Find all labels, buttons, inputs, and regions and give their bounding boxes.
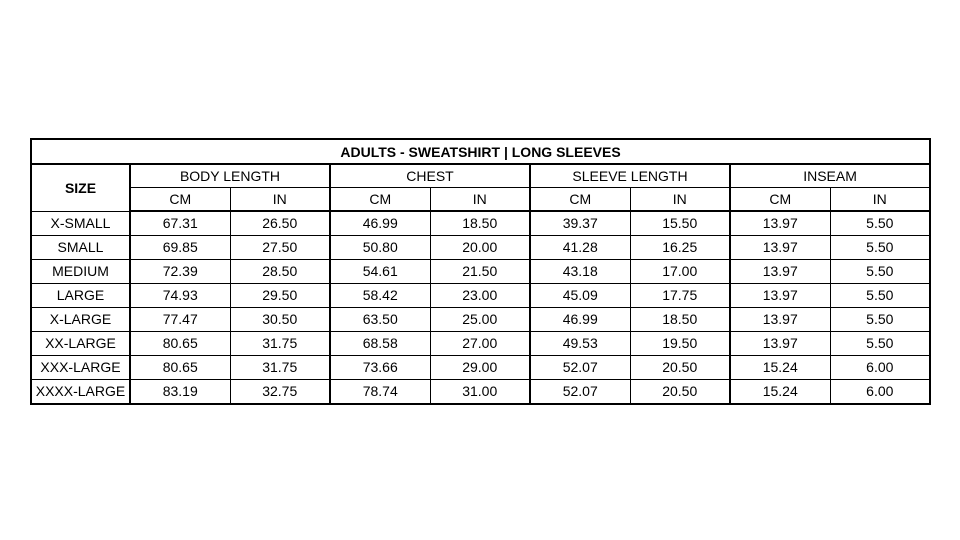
- table-row: [31, 236, 930, 260]
- table-cell: 29.50: [230, 284, 330, 308]
- table-cell: 45.09: [530, 284, 630, 308]
- table-cell: 68.58: [330, 332, 430, 356]
- table-cell: 77.47: [130, 308, 230, 332]
- table-cell: 13.97: [730, 308, 830, 332]
- table-cell: 26.50: [230, 211, 330, 236]
- table-cell: 67.31: [130, 211, 230, 236]
- table-cell: 32.75: [230, 380, 330, 405]
- table-cell: 15.24: [730, 356, 830, 380]
- table-cell: 23.00: [430, 284, 530, 308]
- table-cell: 5.50: [830, 260, 930, 284]
- unit-header: CM: [730, 188, 830, 212]
- table-cell: 15.50: [630, 211, 730, 236]
- table-cell: 63.50: [330, 308, 430, 332]
- table-cell: 13.97: [730, 260, 830, 284]
- table-cell: 80.65: [130, 332, 230, 356]
- table-cell: 50.80: [330, 236, 430, 260]
- table-cell: 5.50: [830, 236, 930, 260]
- table-cell: 46.99: [330, 211, 430, 236]
- table-cell: 46.99: [530, 308, 630, 332]
- unit-header-row: [31, 188, 930, 212]
- size-cell: XXX-LARGE: [31, 356, 130, 380]
- table-cell: 5.50: [830, 211, 930, 236]
- table-cell: 6.00: [830, 380, 930, 405]
- group-header-inseam: INSEAM: [730, 164, 930, 188]
- table-cell: 25.00: [430, 308, 530, 332]
- table-cell: 52.07: [530, 356, 630, 380]
- size-cell: X-SMALL: [31, 211, 130, 236]
- group-header-body-length: BODY LENGTH: [130, 164, 330, 188]
- table-cell: 27.50: [230, 236, 330, 260]
- table-row: [31, 260, 930, 284]
- table-cell: 30.50: [230, 308, 330, 332]
- unit-header: CM: [130, 188, 230, 212]
- table-cell: 21.50: [430, 260, 530, 284]
- table-cell: 41.28: [530, 236, 630, 260]
- table-cell: 20.50: [630, 380, 730, 405]
- table-cell: 43.18: [530, 260, 630, 284]
- table-cell: 15.24: [730, 380, 830, 405]
- group-header-chest: CHEST: [330, 164, 530, 188]
- size-cell: SMALL: [31, 236, 130, 260]
- table-cell: 18.50: [430, 211, 530, 236]
- table-row: [31, 284, 930, 308]
- unit-header: IN: [230, 188, 330, 212]
- size-cell: X-LARGE: [31, 308, 130, 332]
- table-row: [31, 211, 930, 236]
- table-cell: 74.93: [130, 284, 230, 308]
- table-cell: 29.00: [430, 356, 530, 380]
- table-cell: 13.97: [730, 332, 830, 356]
- table-cell: 18.50: [630, 308, 730, 332]
- table-cell: 73.66: [330, 356, 430, 380]
- group-header-row: [31, 164, 930, 188]
- table-title: ADULTS - SWEATSHIRT | LONG SLEEVES: [31, 139, 930, 164]
- unit-header: IN: [830, 188, 930, 212]
- table-cell: 13.97: [730, 236, 830, 260]
- table-cell: 58.42: [330, 284, 430, 308]
- table-cell: 72.39: [130, 260, 230, 284]
- table-cell: 6.00: [830, 356, 930, 380]
- size-chart-container: [30, 138, 931, 405]
- table-cell: 31.75: [230, 332, 330, 356]
- table-cell: 17.00: [630, 260, 730, 284]
- table-cell: 69.85: [130, 236, 230, 260]
- size-cell: XXXX-LARGE: [31, 380, 130, 405]
- table-cell: 31.00: [430, 380, 530, 405]
- table-cell: 49.53: [530, 332, 630, 356]
- size-chart-table: [30, 138, 931, 405]
- table-cell: 16.25: [630, 236, 730, 260]
- table-cell: 31.75: [230, 356, 330, 380]
- table-cell: 5.50: [830, 284, 930, 308]
- table-cell: 5.50: [830, 332, 930, 356]
- table-cell: 13.97: [730, 211, 830, 236]
- table-cell: 13.97: [730, 284, 830, 308]
- unit-header: IN: [430, 188, 530, 212]
- unit-header: CM: [530, 188, 630, 212]
- table-cell: 83.19: [130, 380, 230, 405]
- table-row: [31, 332, 930, 356]
- table-cell: 5.50: [830, 308, 930, 332]
- size-cell: LARGE: [31, 284, 130, 308]
- unit-header: CM: [330, 188, 430, 212]
- table-cell: 28.50: [230, 260, 330, 284]
- table-cell: 54.61: [330, 260, 430, 284]
- table-cell: 80.65: [130, 356, 230, 380]
- size-cell: XX-LARGE: [31, 332, 130, 356]
- table-row: [31, 308, 930, 332]
- title-row: [31, 139, 930, 164]
- size-cell: MEDIUM: [31, 260, 130, 284]
- group-header-sleeve-length: SLEEVE LENGTH: [530, 164, 730, 188]
- table-cell: 78.74: [330, 380, 430, 405]
- table-cell: 17.75: [630, 284, 730, 308]
- table-cell: 19.50: [630, 332, 730, 356]
- size-column-header: SIZE: [31, 164, 130, 211]
- table-cell: 20.50: [630, 356, 730, 380]
- table-row: [31, 380, 930, 405]
- table-cell: 27.00: [430, 332, 530, 356]
- unit-header: IN: [630, 188, 730, 212]
- table-cell: 39.37: [530, 211, 630, 236]
- table-cell: 20.00: [430, 236, 530, 260]
- table-cell: 52.07: [530, 380, 630, 405]
- table-row: [31, 356, 930, 380]
